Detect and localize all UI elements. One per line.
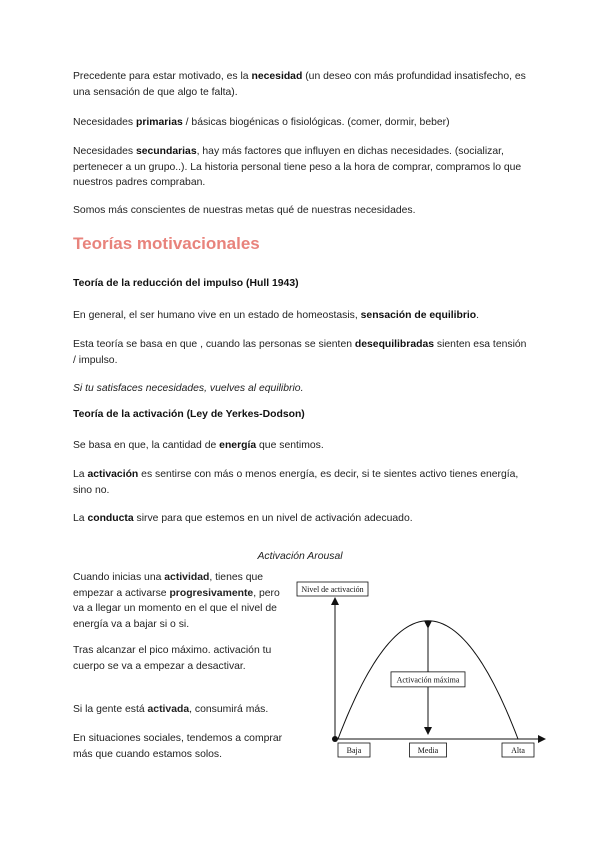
bold-term: actividad [164, 572, 210, 583]
section-title: Teorías motivacionales [73, 234, 260, 253]
paragraph-primarias [73, 115, 528, 131]
paragraph-pico: Tras alcanzar el pico máximo. activación tu cuerpo se va a empezar a desactivar. [73, 645, 272, 672]
paragraph-actividad [73, 570, 288, 632]
text: que sentimos. [256, 440, 324, 451]
bold-term: necesidad [251, 71, 303, 82]
heading-teoria-impulso: Teoría de la reducción del impulso (Hull 1943) [73, 278, 299, 289]
category-label-baja: Baja [346, 746, 362, 755]
text: / básicas biogénicas o fisiológicas. (comer, dormir, beber) [182, 117, 450, 128]
paragraph-energia [73, 438, 528, 454]
text: En general, el ser humano vive en un estado de homeostasis, [73, 310, 361, 321]
bold-term: primarias [135, 117, 183, 128]
origin-dot [332, 736, 338, 742]
paragraph-social: En situaciones sociales, tendemos a comprar más que cuando estamos solos. [73, 733, 283, 760]
bold-term: sensación de equilibrio [360, 310, 477, 321]
text: Esta teoría se basa en que , cuando las personas se sienten [73, 339, 355, 350]
paragraph-conducta [73, 511, 528, 527]
text: . [476, 310, 480, 321]
text: sienten esa tensión / impulso. [73, 339, 527, 366]
text: (un deseo con más profundidad insatisfecho, es una sensación de que algo te falta). [73, 71, 526, 98]
bold-term: conducta [87, 513, 134, 524]
text: , pero va a llegar un momento en el que el nivel de energía va a bajar si o si. [73, 587, 280, 630]
text: es sentirse con más o menos energía, es decir, si te sientes activo tienes energía, sino no. [73, 469, 519, 496]
ylabel: Nivel de activación [301, 585, 364, 594]
text: Necesidades [73, 117, 136, 128]
arousal-chart-svg [290, 577, 550, 767]
paragraph-homeostasis [73, 308, 528, 324]
text: Se basa en que, la cantidad de [73, 440, 220, 451]
text: Cuando inicias una [73, 572, 165, 583]
text: , consumirá más. [189, 704, 269, 715]
bold-term: secundarias [135, 146, 197, 157]
text: Precedente para estar motivado, es la [73, 71, 252, 82]
category-label-alta: Alta [511, 746, 525, 755]
category-label-media: Media [417, 746, 439, 755]
paragraph-activacion [73, 467, 528, 498]
heading-teoria-activacion: Teoría de la activación (Ley de Yerkes-Dodson) [73, 409, 305, 420]
annotation-label: Activación máxima [396, 675, 460, 685]
text: , tienes que empezar a activarse [73, 572, 264, 599]
paragraph-consumo [73, 702, 288, 718]
bold-term: energía [219, 440, 257, 451]
bold-term: activada [147, 704, 190, 715]
figure-caption: Activación Arousal [257, 551, 343, 563]
paragraph-secundarias [73, 144, 528, 191]
text: Necesidades [73, 146, 136, 157]
paragraph-necesidad [73, 69, 528, 100]
text: , hay más factores que influyen en dichas necesidades. (socializar, pertenecer a un grupo..). La historia personal tiene peso a la hora de comprar, compramos lo que nuestros padres compraban. [73, 146, 522, 188]
text: La [73, 513, 88, 524]
paragraph-desequilibrio [73, 337, 528, 368]
paragraph-metas: Somos más conscientes de nuestras metas qué de nuestras necesidades. [73, 205, 416, 216]
bold-term: desequilibradas [354, 339, 435, 350]
bold-term: progresivamente [169, 587, 254, 599]
arousal-chart [290, 577, 550, 770]
text: sirve para que estemos en un nivel de activación adecuado. [133, 513, 413, 524]
text: La [73, 469, 88, 480]
category-labels [338, 743, 534, 757]
italic-note: Si tu satisfaces necesidades, vuelves al equilibrio. [73, 383, 304, 394]
text: Si la gente está [73, 704, 148, 715]
bold-term: activación [87, 469, 139, 480]
